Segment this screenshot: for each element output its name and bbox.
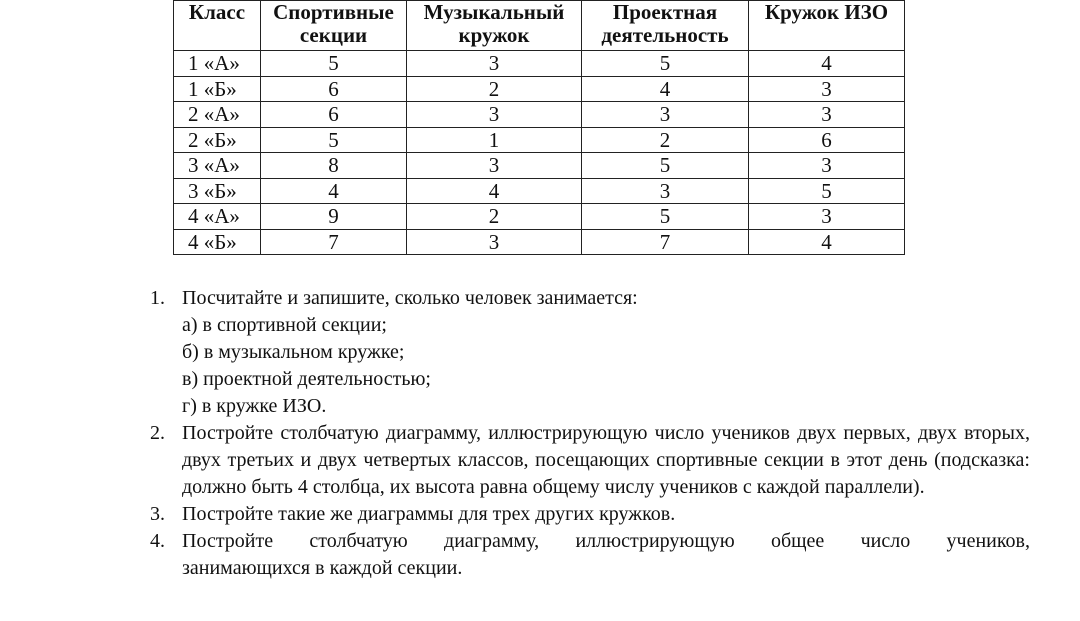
task-list	[150, 285, 1030, 582]
activities-table	[173, 0, 905, 255]
table-row	[174, 204, 905, 230]
subitem-art: г) в кружке ИЗО.	[182, 395, 327, 417]
cell-project: 5	[582, 204, 749, 230]
cell-project: 3	[582, 178, 749, 204]
task-number: 4.	[150, 530, 165, 552]
cell-class: 2 «Б»	[174, 127, 261, 153]
cell-sports: 5	[261, 51, 407, 77]
cell-class: 4 «Б»	[174, 229, 261, 255]
table-body	[174, 51, 905, 255]
subitem-project: в) проектной деятельностью;	[182, 368, 431, 390]
cell-sports: 9	[261, 204, 407, 230]
table-row	[174, 178, 905, 204]
header-music: Музыкальный кружок	[407, 1, 582, 51]
task-1-subitems	[182, 312, 1030, 420]
table-row	[174, 76, 905, 102]
cell-music: 2	[407, 204, 582, 230]
cell-sports: 8	[261, 153, 407, 179]
task-text: Постройте столбчатую диаграмму, иллюстрирующую число учеников двух первых, двух вторых, двух третьих и двух четвертых классов, посещающих спортивные секции в этот день (подсказка: должно быть 4 столбца, их высота равна общему числу учеников с каждой параллели).	[182, 422, 1030, 498]
subitem-music: б) в музыкальном кружке;	[182, 341, 405, 363]
task-text-continuation: занимающихся в каждой секции.	[182, 557, 463, 579]
cell-art: 5	[749, 178, 905, 204]
table-row	[174, 127, 905, 153]
header-class: Класс	[174, 1, 261, 51]
cell-project: 5	[582, 51, 749, 77]
cell-project: 2	[582, 127, 749, 153]
task-text: Посчитайте и запишите, сколько человек занимается:	[182, 287, 638, 309]
cell-project: 3	[582, 102, 749, 128]
cell-art: 3	[749, 76, 905, 102]
cell-music: 4	[407, 178, 582, 204]
table-row	[174, 102, 905, 128]
cell-class: 3 «Б»	[174, 178, 261, 204]
cell-art: 4	[749, 229, 905, 255]
cell-sports: 6	[261, 76, 407, 102]
table-row	[174, 51, 905, 77]
subitem-sports: а) в спортивной секции;	[182, 314, 387, 336]
cell-art: 3	[749, 153, 905, 179]
cell-music: 3	[407, 102, 582, 128]
cell-sports: 5	[261, 127, 407, 153]
cell-sports: 4	[261, 178, 407, 204]
task-number: 1.	[150, 287, 165, 309]
cell-class: 2 «А»	[174, 102, 261, 128]
cell-project: 7	[582, 229, 749, 255]
task-1	[150, 285, 1030, 420]
cell-art: 4	[749, 51, 905, 77]
header-sports: Спортивные секции	[261, 1, 407, 51]
cell-art: 6	[749, 127, 905, 153]
activities-table-container	[173, 0, 905, 255]
task-text: Постройте такие же диаграммы для трех других кружков.	[182, 503, 676, 525]
table-header-row	[174, 1, 905, 51]
cell-project: 4	[582, 76, 749, 102]
cell-sports: 7	[261, 229, 407, 255]
cell-class: 4 «А»	[174, 204, 261, 230]
cell-art: 3	[749, 204, 905, 230]
table-row	[174, 153, 905, 179]
cell-class: 1 «Б»	[174, 76, 261, 102]
table-row	[174, 229, 905, 255]
cell-class: 3 «А»	[174, 153, 261, 179]
task-number: 3.	[150, 503, 165, 525]
cell-project: 5	[582, 153, 749, 179]
cell-art: 3	[749, 102, 905, 128]
cell-music: 2	[407, 76, 582, 102]
cell-music: 3	[407, 229, 582, 255]
header-art: Кружок ИЗО	[749, 1, 905, 51]
cell-sports: 6	[261, 102, 407, 128]
task-4	[150, 528, 1030, 582]
task-text: Постройте столбчатую диаграмму, иллюстрирующую общее число учеников,	[182, 530, 1030, 552]
cell-music: 3	[407, 153, 582, 179]
cell-class: 1 «А»	[174, 51, 261, 77]
task-3	[150, 501, 1030, 528]
task-2	[150, 420, 1030, 501]
cell-music: 3	[407, 51, 582, 77]
task-number: 2.	[150, 422, 165, 444]
cell-music: 1	[407, 127, 582, 153]
header-project: Проектная деятельность	[582, 1, 749, 51]
